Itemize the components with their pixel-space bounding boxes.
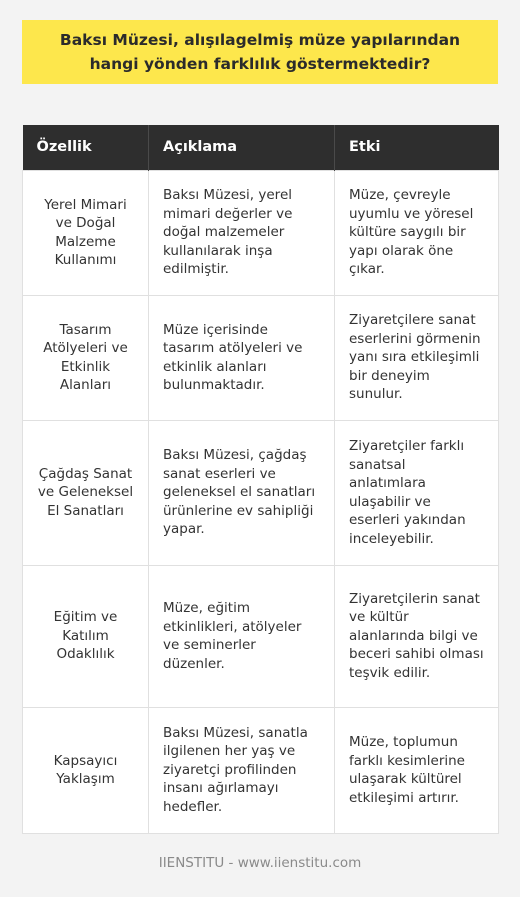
description-cell: Baksı Müzesi, çağdaş sanat eserleri ve geleneksel el sanatları ürünlerine ev sahipliği yapar. — [149, 420, 335, 565]
feature-cell: Tasarım Atölyeleri ve Etkinlik Alanları — [23, 295, 149, 420]
description-cell: Baksı Müzesi, yerel mimari değerler ve doğal malzemeler kullanılarak inşa edilmiştir. — [149, 170, 335, 295]
header-feature: Özellik — [23, 125, 149, 170]
effect-cell: Ziyaretçilere sanat eserlerini görmenin yanı sıra etkileşimli bir deneyim sunulur. — [335, 295, 499, 420]
header-effect: Etki — [335, 125, 499, 170]
table-header-row — [23, 125, 499, 170]
description-cell: Baksı Müzesi, sanatla ilgilenen her yaş ve ziyaretçi profilinden insanı ağırlamayı hedefler. — [149, 707, 335, 833]
table-row — [23, 565, 499, 707]
table-row — [23, 707, 499, 833]
footer-credit: IIENSTITU - www.iienstitu.com — [158, 855, 362, 871]
feature-cell: Çağdaş Sanat ve Geleneksel El Sanatları — [23, 420, 149, 565]
effect-cell: Müze, çevreyle uyumlu ve yöresel kültüre saygılı bir yapı olarak öne çıkar. — [335, 170, 499, 295]
description-cell: Müze, eğitim etkinlikleri, atölyeler ve seminerler düzenler. — [149, 565, 335, 707]
comparison-table — [22, 125, 499, 834]
feature-cell: Kapsayıcı Yaklaşım — [23, 707, 149, 833]
feature-cell: Eğitim ve Katılım Odaklılık — [23, 565, 149, 707]
table-row — [23, 295, 499, 420]
question-banner — [22, 20, 498, 84]
header-description: Açıklama — [149, 125, 335, 170]
table-row — [23, 170, 499, 295]
effect-cell: Ziyaretçilerin sanat ve kültür alanlarında bilgi ve beceri sahibi olması teşvik edilir. — [335, 565, 499, 707]
description-cell: Müze içerisinde tasarım atölyeleri ve etkinlik alanları bulunmaktadır. — [149, 295, 335, 420]
question-title: Baksı Müzesi, alışılagelmiş müze yapılarından hangi yönden farklılık göstermektedir? — [59, 31, 461, 73]
table-row — [23, 420, 499, 565]
effect-cell: Müze, toplumun farklı kesimlerine ulaşarak kültürel etkileşimi artırır. — [335, 707, 499, 833]
feature-cell: Yerel Mimari ve Doğal Malzeme Kullanımı — [23, 170, 149, 295]
effect-cell: Ziyaretçiler farklı sanatsal anlatımlara ulaşabilir ve eserleri yakından inceleyebilir. — [335, 420, 499, 565]
